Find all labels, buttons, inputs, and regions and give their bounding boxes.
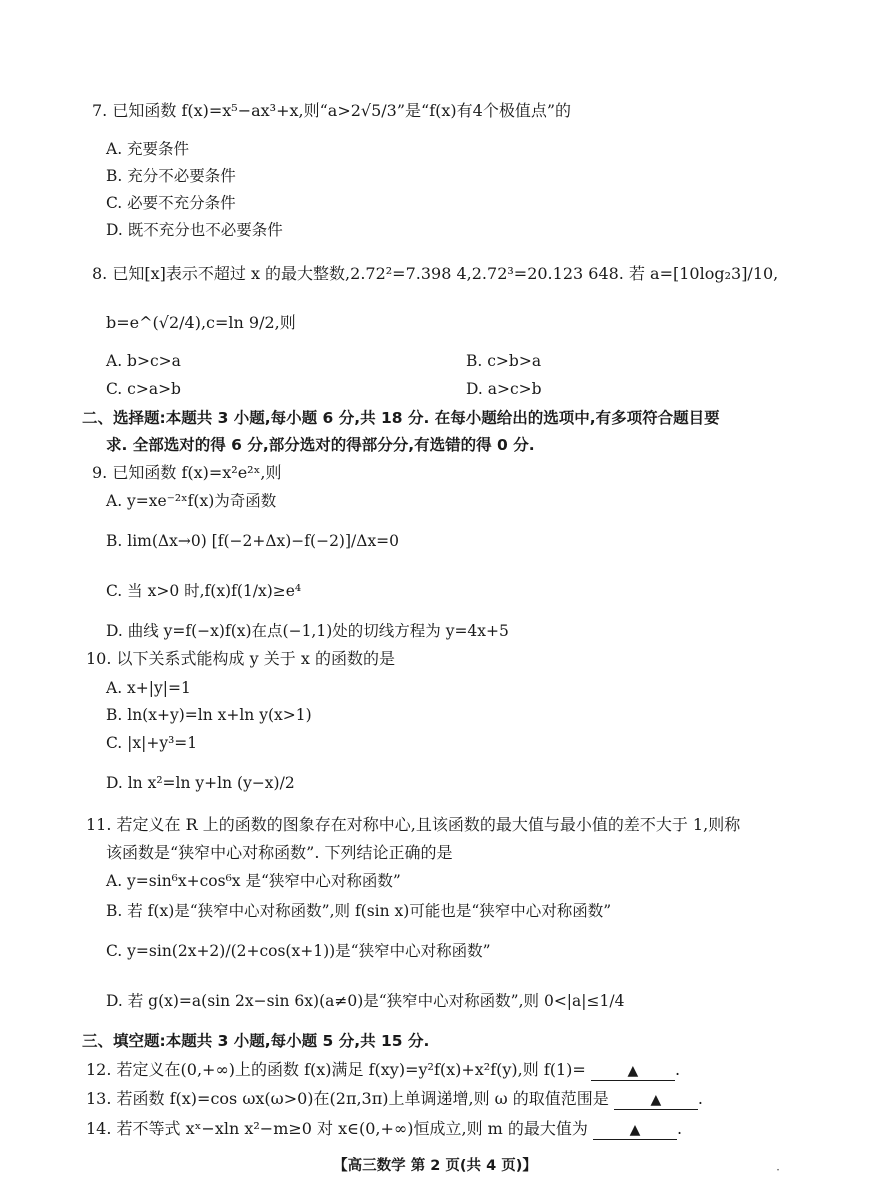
question-11-stem-line2: 该函数是“狭窄中心对称函数”. 下列结论正确的是: [106, 843, 453, 862]
question-10-stem: 10. 以下关系式能构成 y 关于 x 的函数的是: [86, 649, 395, 668]
question-10-option-a: A. x+|y|=1: [106, 679, 191, 697]
question-12-period: .: [674, 1060, 681, 1079]
question-8-option-c: C. c>a>b: [106, 380, 181, 398]
question-11-stem-line1: 11. 若定义在 R 上的函数的图象存在对称中心,且该函数的最大值与最小值的差不大于 1,则称: [86, 815, 741, 834]
question-11-option-a: A. y=sin⁶x+cos⁶x 是“狭窄中心对称函数”: [106, 872, 401, 890]
question-9-stem: 9. 已知函数 f(x)=x²e²ˣ,则: [92, 463, 282, 482]
question-13-answer-blank[interactable]: [614, 1089, 698, 1110]
question-7-option-a: A. 充要条件: [106, 140, 190, 158]
question-12-answer-blank[interactable]: [591, 1060, 675, 1081]
question-14-period: .: [677, 1119, 683, 1138]
question-11-option-d: D. 若 g(x)=a(sin 2x−sin 6x)(a≠0)是“狭窄中心对称函数”,则 0<|a|≤1/4: [106, 992, 625, 1010]
question-10-option-d: D. ln x²=ln y+ln (y−x)/2: [106, 774, 295, 792]
question-13-stem: 13. 若函数 f(x)=cos ωx(ω>0)在(2π,3π)上单调递增,则 ω 的取值范围是: [86, 1089, 609, 1108]
question-7-option-b: B. 充分不必要条件: [106, 167, 236, 185]
question-9-option-b: B. lim(Δx→0) [f(−2+Δx)−f(−2)]/Δx=0: [106, 532, 400, 550]
question-7-stem: 7. 已知函数 f(x)=x⁵−ax³+x,则“a>2√5/3”是“f(x)有4个极值点”的: [92, 101, 572, 120]
answer-triangle-icon: ▲: [650, 1092, 662, 1108]
question-14-answer-blank[interactable]: [593, 1119, 677, 1140]
answer-triangle-icon: ▲: [627, 1063, 639, 1079]
question-10-option-c: C. |x|+y³=1: [106, 734, 198, 752]
scan-dot: ·: [776, 1163, 780, 1177]
question-11-option-b: B. 若 f(x)是“狭窄中心对称函数”,则 f(sin x)可能也是“狭窄中心对称函数”: [106, 902, 612, 920]
question-8-option-a: A. b>c>a: [106, 352, 181, 370]
question-9-option-c: C. 当 x>0 时,f(x)f(1/x)≥e⁴: [106, 582, 302, 600]
question-9-option-a: A. y=xe⁻²ˣf(x)为奇函数: [106, 492, 277, 510]
question-9-option-d: D. 曲线 y=f(−x)f(x)在点(−1,1)处的切线方程为 y=4x+5: [106, 622, 509, 640]
question-7-option-c: C. 必要不充分条件: [106, 194, 236, 212]
question-14-stem: 14. 若不等式 xˣ−xln x²−m≥0 对 x∈(0,+∞)恒成立,则 m 的最大值为: [86, 1119, 588, 1138]
question-13: [86, 1088, 703, 1110]
question-12: [86, 1059, 680, 1081]
question-8-option-b: B. c>b>a: [466, 352, 542, 370]
page-footer: 【高三数学 第 2 页(共 4 页)】: [333, 1158, 537, 1174]
question-14: [86, 1118, 682, 1140]
question-12-stem: 12. 若定义在(0,+∞)上的函数 f(x)满足 f(xy)=y²f(x)+x²f(y),则 f(1)=: [86, 1060, 586, 1079]
section-2-heading-line2: 求. 全部选对的得 6 分,部分选对的得部分分,有选错的得 0 分.: [106, 436, 535, 454]
section-2-heading-line1: 二、选择题:本题共 3 小题,每小题 6 分,共 18 分. 在每小题给出的选项中,有多项符合题目要: [82, 409, 720, 427]
question-11-option-c: C. y=sin(2x+2)/(2+cos(x+1))是“狭窄中心对称函数”: [106, 942, 491, 960]
question-8-stem-line1: 8. 已知[x]表示不超过 x 的最大整数,2.72²=7.398 4,2.72³=20.123 648. 若 a=[10log₂3]/10,: [92, 264, 779, 283]
section-3-heading: 三、填空题:本题共 3 小题,每小题 5 分,共 15 分.: [82, 1032, 430, 1050]
question-13-period: .: [697, 1089, 703, 1108]
question-8-stem-line2: b=e^(√2/4),c=ln 9/2,则: [106, 313, 296, 332]
question-7-option-d: D. 既不充分也不必要条件: [106, 221, 283, 239]
question-10-option-b: B. ln(x+y)=ln x+ln y(x>1): [106, 706, 312, 724]
question-8-option-d: D. a>c>b: [466, 380, 542, 398]
answer-triangle-icon: ▲: [629, 1122, 641, 1138]
